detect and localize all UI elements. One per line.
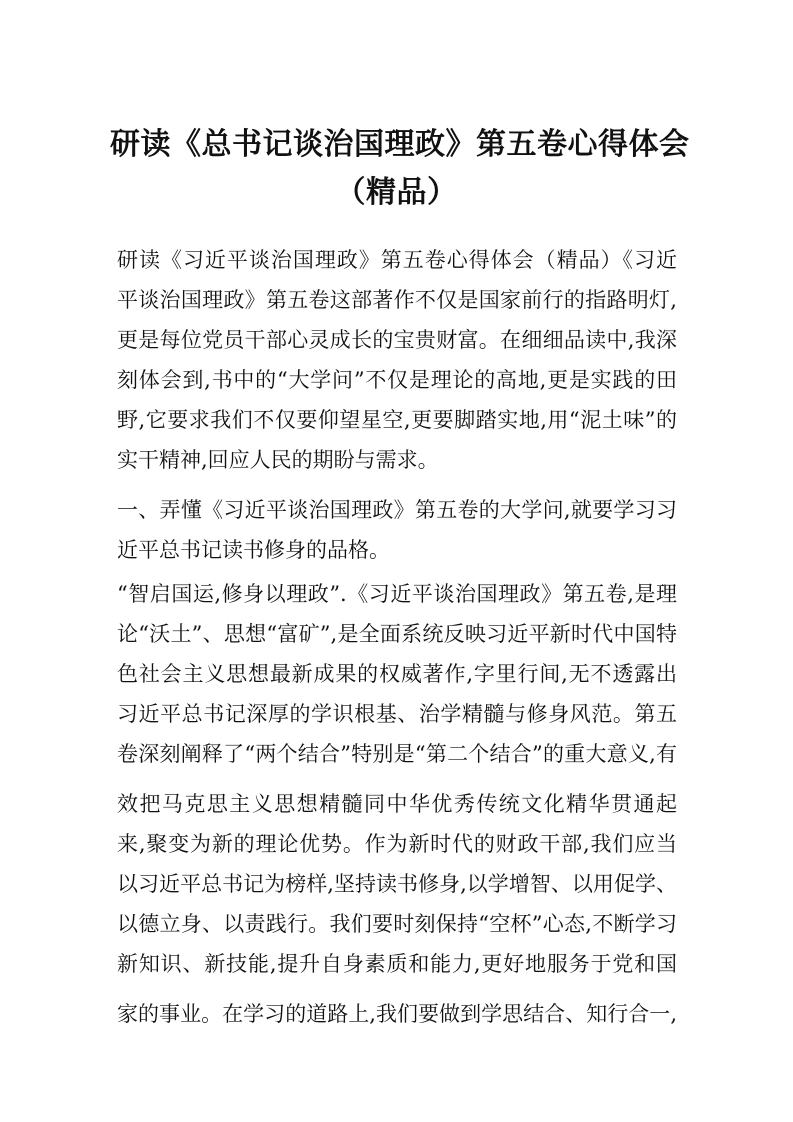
- section-heading-line: 一、弄懂《习近平谈治国理政》第五卷的大学问,就要学习习: [117, 498, 677, 522]
- body-line: 更是每位党员干部心灵成长的宝贵财富。在细细品读中,我深: [117, 328, 677, 352]
- body-line: 论“沃土”、思想“富矿”,是全面系统反映习近平新时代中国特: [117, 622, 677, 646]
- body-line: “智启国运,修身以理政”.《习近平谈治国理政》第五卷,是理: [117, 582, 677, 606]
- body-line: 刻体会到,书中的“大学问”不仅是理论的高地,更是实践的田: [117, 368, 677, 392]
- document-title-line-2: （精品）: [335, 175, 458, 210]
- body-line: 实干精神,回应人民的期盼与需求。: [117, 448, 439, 472]
- body-line: 野,它要求我们不仅要仰望星空,更要脚踏实地,用“泥土味”的: [117, 408, 677, 432]
- body-line: 以德立身、以责践行。我们要时刻保持“空杯”心态,不断学习: [117, 912, 677, 936]
- section-heading-line: 近平总书记读书修身的品格。: [117, 538, 390, 562]
- body-line: 习近平总书记深厚的学识根基、治学精髓与修身风范。第五: [117, 702, 677, 726]
- body-line: 家的事业。在学习的道路上,我们要做到学思结合、知行合一,: [117, 1002, 677, 1026]
- body-line: 效把马克思主义思想精髓同中华优秀传统文化精华贯通起: [117, 792, 677, 816]
- body-line: 来,聚变为新的理论优势。作为新时代的财政干部,我们应当: [117, 832, 677, 856]
- body-line: 研读《习近平谈治国理政》第五卷心得体会（精品）《习近: [117, 248, 677, 272]
- body-line: 平谈治国理政》第五卷这部著作不仅是国家前行的指路明灯,: [117, 288, 677, 312]
- body-line: 色社会主义思想最新成果的权威著作,字里行间,无不透露出: [117, 662, 677, 686]
- body-line: 以习近平总书记为榜样,坚持读书修身,以学增智、以用促学、: [117, 872, 677, 896]
- document-title-line-1: 研读《总书记谈治国理政》第五卷心得体会: [110, 127, 690, 162]
- body-line: 新知识、新技能,提升自身素质和能力,更好地服务于党和国: [117, 952, 677, 976]
- body-line: 卷深刻阐释了“两个结合”特别是“第二个结合”的重大意义,有: [117, 742, 677, 766]
